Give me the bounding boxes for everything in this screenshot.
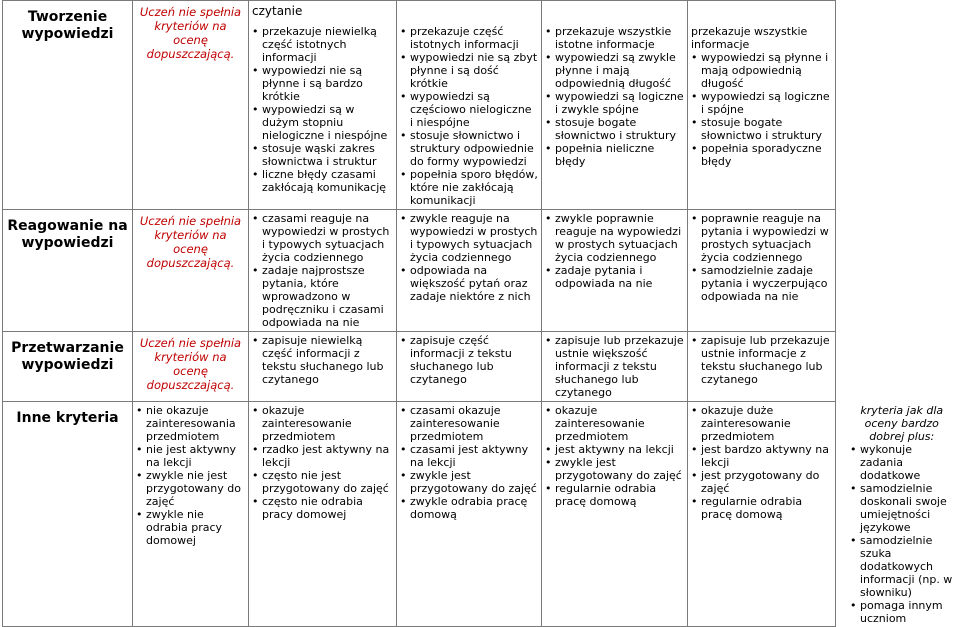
criteria-item: • zadaje pytania i odpowiada na nie [555,264,684,290]
criteria-item: • zwykle jest przygotowany do zajęć [555,456,684,482]
grade-3-cell [397,332,542,402]
criteria-list [545,25,684,168]
criteria-item: • jest bardzo aktywny na lekcji [701,443,832,469]
criteria-item: • jest aktywny na lekcji [555,443,684,456]
grade-5-cell [688,402,836,627]
criteria-list [691,334,832,386]
criteria-item: • stosuje wąski zakres słownictwa i struktur [262,142,393,168]
criteria-item: • wypowiedzi nie są zbyt płynne i są dość krótkie [410,51,538,90]
criteria-item: • zwykle odrabia pracę domową [410,495,538,521]
criteria-item: • czasami jest aktywny na lekcji [410,443,538,469]
criteria-item: • czasami reaguje na wypowiedzi w prostych i typowych sytuacjach życia codziennego [262,212,393,264]
criteria-list [691,51,832,168]
empty-cell [836,210,957,332]
criteria-item: • zapisuje lub przekazuje ustnie większość informacji z tekstu słuchanego lub czytanego [555,334,684,399]
criteria-list [850,443,954,625]
criteria-list [252,334,393,386]
criteria-item: • zwykle nie jest przygotowany do zajęć [146,469,245,508]
grade-5-cell [688,332,836,402]
grade-2-cell [249,210,397,332]
grade-4-cell [542,1,688,210]
criteria-item: • wykonuje zadania dodatkowe [860,443,954,482]
criteria-list [252,212,393,329]
grade-1-cell [133,402,249,627]
criteria-item: • okazuje zainteresowanie przedmiotem [555,404,684,443]
criteria-item: • nie jest aktywny na lekcji [146,443,245,469]
criteria-item: • popełnia sporadyczne błędy [701,142,832,168]
grade-3-cell [397,402,542,627]
table-row [3,402,957,627]
grade-4-cell [542,402,688,627]
grade-2-cell [249,332,397,402]
grade-6-cell [836,402,957,627]
criteria-item: • samodzielnie szuka dodatkowych informacji (np. w słowniku) [860,534,954,599]
requirement-note: Uczeń nie spełnia kryteriów na ocenę dopuszczającą. [133,1,249,210]
criteria-list [400,212,538,303]
criteria-item: • zapisuje część informacji z tekstu słuchanego lub czytanego [410,334,538,386]
cell-lead-text: przekazuje wszystkie informacje [691,25,808,51]
criteria-item: • wypowiedzi są zwykle płynne i mają odpowiednią długość [555,51,684,90]
criteria-list [400,334,538,386]
requirement-note: Uczeń nie spełnia kryteriów na ocenę dopuszczającą. [133,210,249,332]
criteria-item: • zadaje najprostsze pytania, które wprowadzono w podręczniku i czasami odpowiada na nie [262,264,393,329]
table-row [3,210,957,332]
criteria-list [691,212,832,303]
criteria-item: • zwykle nie odrabia pracy domowej [146,508,245,547]
criteria-list [252,25,393,194]
criteria-item: • jest przygotowany do zajęć [701,469,832,495]
grading-criteria-table [2,0,957,627]
table-row [3,1,957,210]
criteria-item: • przekazuje niewielką część istotnych informacji [262,25,393,64]
row-header: Tworzenie wypowiedzi [3,1,133,210]
criteria-item: • zapisuje niewielką część informacji z tekstu słuchanego lub czytanego [262,334,393,386]
criteria-item: • pomaga innym uczniom [860,599,954,625]
criteria-item: • okazuje zainteresowanie przedmiotem [262,404,393,443]
criteria-item: • regularnie odrabia pracę domową [555,482,684,508]
criteria-item: • samodzielnie doskonali swoje umiejętności językowe [860,482,954,534]
criteria-list [691,404,832,521]
cell-lead-text: kryteria jak dla oceny bardzo dobrej plus: [860,403,944,443]
criteria-item: • przekazuje część istotnych informacji [410,25,538,51]
criteria-item: • wypowiedzi są częściowo nielogiczne i niespójne [410,90,538,129]
row-header: Reagowanie na wypowiedzi [3,210,133,332]
criteria-item: • popełnia nieliczne błędy [555,142,684,168]
criteria-list [400,25,538,207]
grade-5-cell [688,1,836,210]
criteria-item: • popełnia sporo błędów, które nie zakłócają komunikacji [410,168,538,207]
criteria-item: • stosuje bogate słownictwo i struktury [701,116,832,142]
criteria-item: • zwykle reaguje na wypowiedzi w prostych i typowych sytuacjach życia codziennego [410,212,538,264]
criteria-item: • zwykle poprawnie reaguje na wypowiedzi w prostych sytuacjach życia codziennego [555,212,684,264]
criteria-item: • zwykle jest przygotowany do zajęć [410,469,538,495]
grade-3-cell [397,1,542,210]
criteria-list [545,212,684,290]
criteria-list [400,404,538,521]
criteria-item: • poprawnie reaguje na pytania i wypowiedzi w prostych sytuacjach życia codziennego [701,212,832,264]
empty-cell [836,1,957,210]
criteria-list [252,404,393,521]
criteria-item: • wypowiedzi są płynne i mają odpowiednią długość [701,51,832,90]
criteria-list [545,404,684,508]
row-header: Przetwarzanie wypowiedzi [3,332,133,402]
criteria-item: • samodzielnie zadaje pytania i wyczerpująco odpowiada na nie [701,264,832,303]
grade-2-cell [249,402,397,627]
criteria-item: • zapisuje lub przekazuje ustnie informacje z tekstu słuchanego lub czytanego [701,334,832,386]
criteria-item: • przekazuje wszystkie istotne informacje [555,25,684,51]
table-row [3,332,957,402]
empty-cell [836,332,957,402]
grade-4-cell [542,210,688,332]
criteria-item: • odpowiada na większość pytań oraz zadaje niektóre z nich [410,264,538,303]
column-top-label: czytanie [252,4,303,18]
criteria-item: • często nie odrabia pracy domowej [262,495,393,521]
criteria-item: • regularnie odrabia pracę domową [701,495,832,521]
criteria-item: • stosuje bogate słownictwo i struktury [555,116,684,142]
criteria-item: • nie okazuje zainteresowania przedmiotem [146,404,245,443]
grade-3-cell [397,210,542,332]
grade-4-cell [542,332,688,402]
criteria-item: • wypowiedzi nie są płynne i są bardzo krótkie [262,64,393,103]
row-header: Inne kryteria [3,402,133,627]
criteria-item: • wypowiedzi są w dużym stopniu nielogiczne i niespójne [262,103,393,142]
criteria-item: • liczne błędy czasami zakłócają komunikację [262,168,393,194]
criteria-item: • stosuje słownictwo i struktury odpowiednie do formy wypowiedzi [410,129,538,168]
criteria-item: • często nie jest przygotowany do zajęć [262,469,393,495]
grade-2-cell [249,1,397,210]
criteria-list [136,404,245,547]
criteria-item: • czasami okazuje zainteresowanie przedmiotem [410,404,538,443]
criteria-item: • okazuje duże zainteresowanie przedmiotem [701,404,832,443]
requirement-note: Uczeń nie spełnia kryteriów na ocenę dopuszczającą. [133,332,249,402]
grade-5-cell [688,210,836,332]
criteria-item: • wypowiedzi są logiczne i spójne [701,90,832,116]
criteria-item: • rzadko jest aktywny na lekcji [262,443,393,469]
criteria-list [545,334,684,399]
criteria-item: • wypowiedzi są logiczne i zwykle spójne [555,90,684,116]
